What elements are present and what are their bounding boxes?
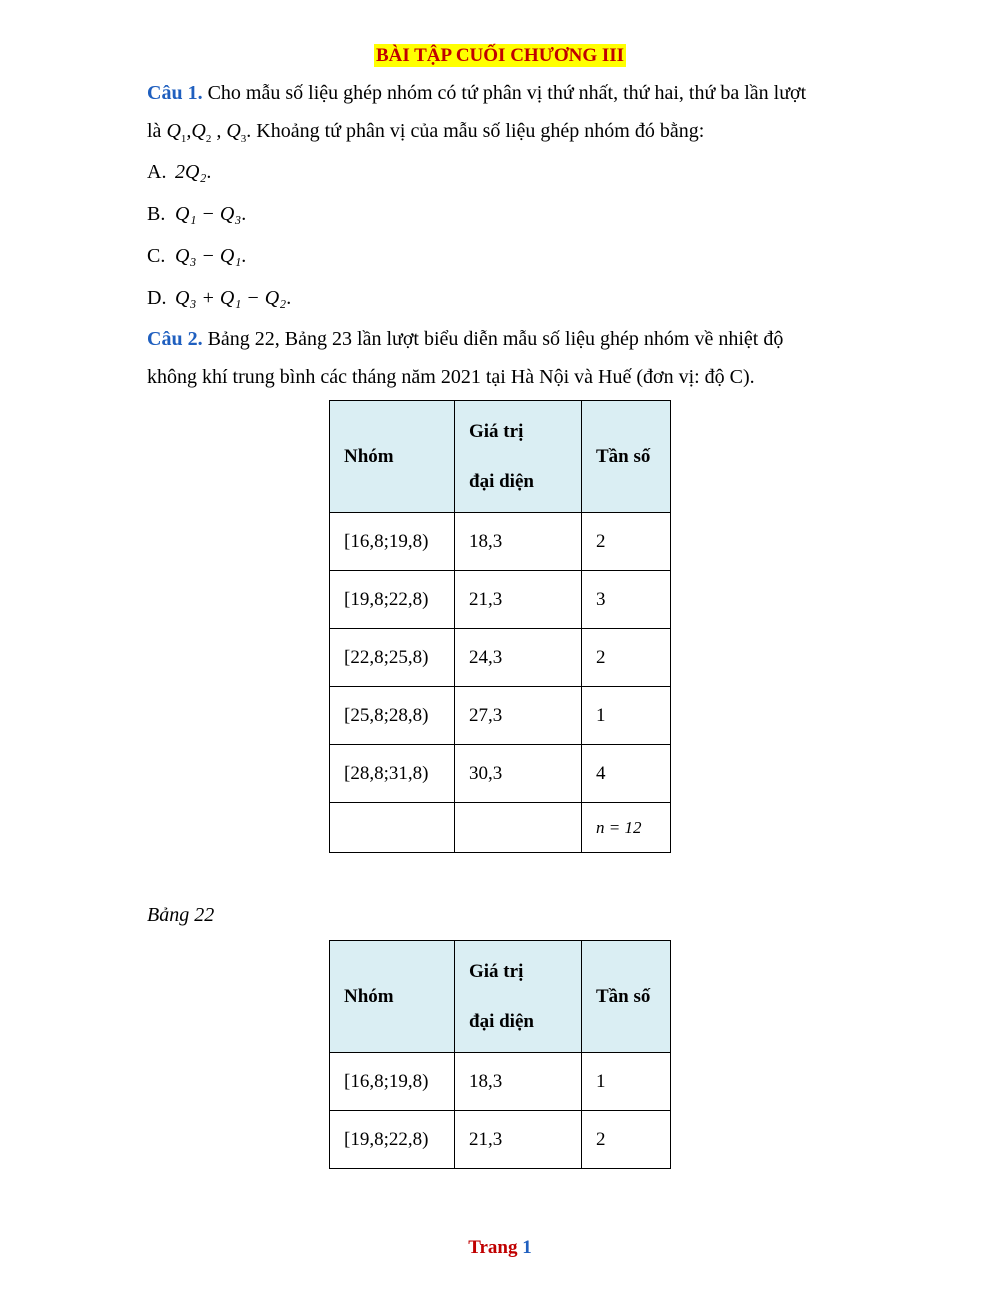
header-frequency: Tần số xyxy=(582,941,671,1053)
cell-freq: 4 xyxy=(582,745,671,803)
q2-line2: không khí trung bình các tháng năm 2021 tại Hà Nội và Huế (đơn vị: độ C). xyxy=(147,366,755,388)
option-d-letter: D. xyxy=(147,287,167,309)
option-c-end: . xyxy=(241,245,247,267)
option-a-end: . xyxy=(206,161,212,183)
table-22 xyxy=(329,400,671,853)
cell-group: [19,8;22,8) xyxy=(330,1111,455,1169)
title-text: BÀI TẬP CUỐI CHƯƠNG III xyxy=(375,45,625,66)
cell-rep: 27,3 xyxy=(455,687,582,745)
cell-freq: 2 xyxy=(582,629,671,687)
option-c-expr: Q₃ − Q₁ xyxy=(175,245,242,267)
option-d-end: . xyxy=(286,287,292,309)
table-row xyxy=(330,1053,671,1111)
table-row xyxy=(330,1111,671,1169)
table-header-row xyxy=(330,401,671,513)
cell-group: [19,8;22,8) xyxy=(330,571,455,629)
page-num: 1 xyxy=(522,1237,532,1258)
cell-group: [16,8;19,8) xyxy=(330,1053,455,1111)
q1-option-b[interactable] xyxy=(147,203,246,226)
option-d-expr: Q₃ + Q₁ − Q₂ xyxy=(175,287,287,309)
q1-text-line1: Cho mẫu số liệu ghép nhóm có tứ phân vị thứ nhất, thứ hai, thứ ba lần lượt xyxy=(202,82,807,104)
cell-total: n = 12 xyxy=(582,803,671,853)
table-23 xyxy=(329,940,671,1169)
option-c-letter: C. xyxy=(147,245,166,267)
cell-rep: 30,3 xyxy=(455,745,582,803)
table-row xyxy=(330,629,671,687)
option-a-expr: 2Q₂ xyxy=(175,161,207,183)
header-rep-line1: Giá trị xyxy=(469,960,524,982)
option-b-expr: Q₁ − Q₃ xyxy=(175,203,242,225)
page-number xyxy=(0,1237,1000,1259)
cell-empty xyxy=(330,803,455,853)
q1-label: Câu 1. xyxy=(147,82,203,104)
header-rep-line2: đại diện xyxy=(469,1010,534,1032)
header-frequency: Tần số xyxy=(582,401,671,513)
table-row xyxy=(330,513,671,571)
table-row xyxy=(330,687,671,745)
q1-text-line2-suffix: . Khoảng tứ phân vị của mẫu số liệu ghép nhóm đó bằng: xyxy=(246,120,705,142)
cell-group: [28,8;31,8) xyxy=(330,745,455,803)
table-row xyxy=(330,571,671,629)
cell-rep: 18,3 xyxy=(455,513,582,571)
cell-rep: 18,3 xyxy=(455,1053,582,1111)
header-representative xyxy=(455,941,582,1053)
cell-empty xyxy=(455,803,582,853)
table-row xyxy=(330,745,671,803)
cell-freq: 3 xyxy=(582,571,671,629)
q1-quartiles-expr: $Q_1,Q_2$ , $Q_3$ xyxy=(166,120,247,145)
option-b-end: . xyxy=(241,203,247,225)
header-rep-line2: đại diện xyxy=(469,470,534,492)
q1-line1 xyxy=(147,82,806,105)
cell-group: [25,8;28,8) xyxy=(330,687,455,745)
header-representative xyxy=(455,401,582,513)
option-a-letter: A. xyxy=(147,161,167,183)
table-22-caption: Bảng 22 xyxy=(147,904,215,926)
cell-group: [16,8;19,8) xyxy=(330,513,455,571)
table-total-row xyxy=(330,803,671,853)
cell-rep: 24,3 xyxy=(455,629,582,687)
header-group: Nhóm xyxy=(330,401,455,513)
header-rep-line1: Giá trị xyxy=(469,420,524,442)
cell-rep: 21,3 xyxy=(455,1111,582,1169)
cell-rep: 21,3 xyxy=(455,571,582,629)
q1-option-d[interactable] xyxy=(147,287,291,310)
page-word: Trang xyxy=(468,1237,518,1258)
q2-label: Câu 2. xyxy=(147,328,203,350)
cell-freq: 2 xyxy=(582,1111,671,1169)
q2-text-line1: Bảng 22, Bảng 23 lần lượt biểu diễn mẫu số liệu ghép nhóm về nhiệt độ xyxy=(202,328,784,350)
cell-freq: 2 xyxy=(582,513,671,571)
table-header-row xyxy=(330,941,671,1053)
q1-option-a[interactable] xyxy=(147,161,211,184)
cell-freq: 1 xyxy=(582,1053,671,1111)
q2-line1 xyxy=(147,328,783,351)
q1-text-line2-prefix: là xyxy=(147,120,167,142)
cell-freq: 1 xyxy=(582,687,671,745)
cell-group: [22,8;25,8) xyxy=(330,629,455,687)
q1-option-c[interactable] xyxy=(147,245,246,268)
header-group: Nhóm xyxy=(330,941,455,1053)
q1-line2 xyxy=(147,120,704,145)
option-b-letter: B. xyxy=(147,203,166,225)
page-title xyxy=(0,44,1000,67)
